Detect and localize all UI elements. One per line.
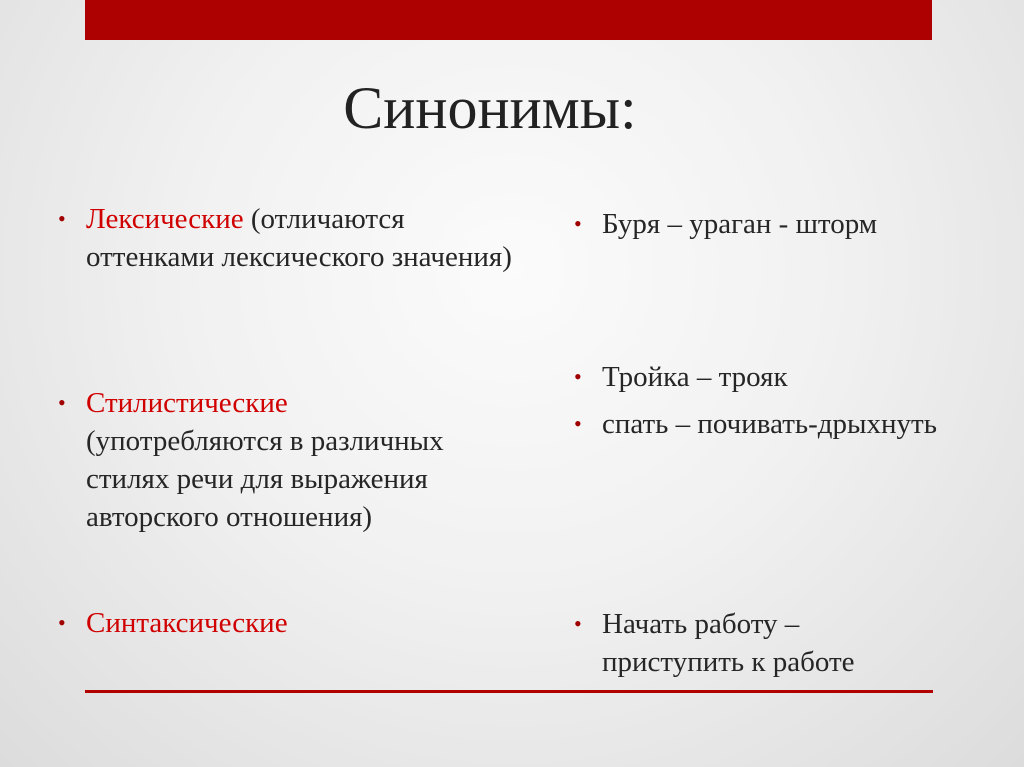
example-text: спать – почивать-дрыхнуть xyxy=(602,408,937,440)
description-lexical: (отличаются оттенками лексического значения) xyxy=(86,203,512,273)
list-item-stylistic xyxy=(58,384,528,536)
term-lexical: Лексические xyxy=(86,203,244,235)
bullet-icon: • xyxy=(58,206,66,231)
example-item xyxy=(574,358,1014,396)
right-column xyxy=(574,0,1014,767)
bullet-icon: • xyxy=(574,411,582,436)
bullet-icon: • xyxy=(574,211,582,236)
example-text: Буря – ураган - шторм xyxy=(602,208,878,240)
bottom-divider xyxy=(85,690,933,693)
bullet-icon: • xyxy=(574,364,582,389)
description-stylistic: (употребляются в различных стилях речи для выражения авторского отношения) xyxy=(86,425,444,533)
left-column xyxy=(58,0,528,767)
bullet-icon: • xyxy=(58,610,66,635)
bullet-icon: • xyxy=(58,390,66,415)
example-item xyxy=(574,405,1014,443)
slide-title: Синонимы: xyxy=(343,75,637,141)
term-stylistic: Стилистические xyxy=(86,387,288,419)
term-syntactic: Синтаксические xyxy=(86,607,288,639)
example-text: Начать работу – приступить к работе xyxy=(602,608,855,678)
example-item xyxy=(574,205,1014,243)
bullet-icon: • xyxy=(574,611,582,636)
example-item xyxy=(574,605,862,681)
list-item-lexical xyxy=(58,200,528,276)
example-text: Тройка – трояк xyxy=(602,361,788,393)
list-item-syntactic xyxy=(58,604,528,642)
